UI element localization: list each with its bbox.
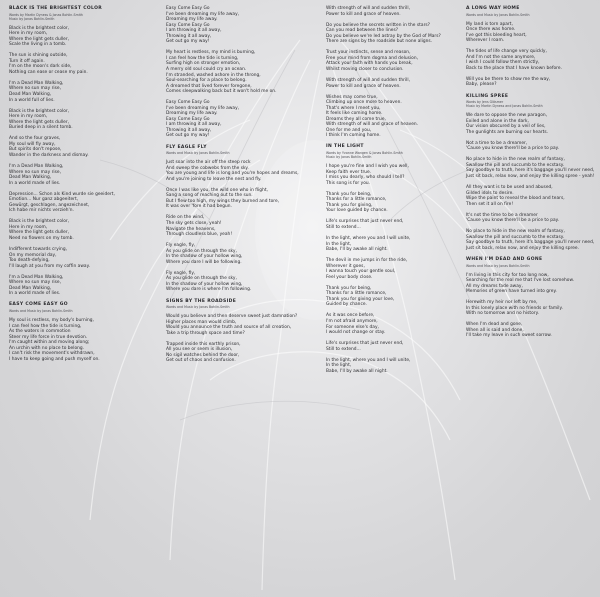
lyric-line: Attack your faith with hands you break, (326, 61, 413, 67)
lyric-stanza (9, 247, 141, 269)
song-credits (466, 264, 598, 268)
lyric-line: Where you dare is where I'm following. (166, 287, 252, 293)
lyric-stanza (166, 314, 298, 336)
lyric-stanza (9, 192, 141, 214)
song-block (466, 6, 598, 88)
song-credits (166, 305, 298, 309)
lyric-stanza (326, 236, 458, 253)
lyric-line: In a world made of lies. (9, 291, 61, 297)
lyric-stanza (326, 358, 458, 375)
lyric-line: One for me and you, (326, 127, 372, 133)
lyric-stanza (326, 258, 458, 280)
lyric-stanza (326, 164, 458, 186)
credit-line: Words and Music by Jonas Bohlin-Smith (166, 151, 230, 156)
lyric-line: Memories of green have turned into grey. (466, 289, 557, 295)
lyric-line: Climbing up once more to heaven. (326, 100, 402, 106)
song-block (466, 257, 598, 339)
lyric-stanza (9, 219, 141, 241)
lyric-stanza (166, 243, 298, 265)
lyric-line: On my memorial day, (9, 252, 57, 258)
song-title: SIGNS BY THE ROADSIDE (166, 298, 237, 304)
song-title: EASY COME EASY GO (9, 302, 68, 308)
lyric-line: Get out of chaos and confusion. (166, 358, 236, 364)
lyric-line: In the light, (326, 363, 352, 369)
lyric-line: Dead Man Walking, (9, 92, 52, 98)
lyric-line: Whilst moving closer to conclusion. (326, 66, 404, 72)
lyric-line: Easy Come Easy Go (166, 100, 210, 106)
lyric-line: Need no flowers on my tomb. (9, 236, 74, 241)
lyric-line: Dreaming my life away. (166, 111, 218, 117)
lyric-line: Dead Man Walking, (9, 285, 52, 291)
lyric-stanza (466, 273, 598, 295)
lyric-line: Throwing it all away, (166, 33, 212, 39)
lyric-line: This song is for you. (326, 180, 371, 186)
song-title: A LONG WAY HOME (466, 6, 520, 11)
lyric-line: Comes sleepwalking back but it won't hold me on. (166, 89, 277, 95)
lyric-line: Life's surprises that just never end, (326, 341, 404, 347)
lyric-line: Just soar into the air off the steep rock (166, 160, 251, 166)
lyric-line: Your love guided by chance. (326, 208, 388, 214)
lyric-line: Too death-defying, (9, 258, 50, 264)
lyric-line: Herewith my heir nor left by me, (466, 300, 538, 306)
lyric-stanza (466, 300, 598, 317)
lyric-line: Thanks for a little romance, (326, 197, 387, 203)
lyric-line: Navigate the heavens, (166, 226, 216, 232)
lyric-line: Say goodbye to truth, here it's baggage you'll never need, (466, 240, 595, 246)
lyric-line: Black is the brightest color, (9, 219, 70, 225)
lyric-line: 'Cause you know there'll be a price to pay. (466, 218, 560, 224)
lyric-line: Easy Come Easy Go (166, 6, 210, 11)
lyric-line: Fly eagle, fly, (166, 270, 196, 276)
lyric-line: I am throwing it all away, (166, 28, 222, 34)
lyric-line: Nothing can ease or cease my pain. (9, 69, 88, 75)
lyric-line: Buried deep in a silent tomb. (9, 125, 73, 131)
lyric-line: Keep faith ever true. (326, 169, 372, 175)
lyric-line: And I'm not the same anymore, (466, 54, 536, 60)
lyric-line: I can feel how the tide is turning, (166, 55, 239, 61)
lyric-stanza (326, 6, 458, 17)
lyric-line: Wipe the paint to reveal the blood and tears, (466, 196, 565, 202)
lyric-line: Do you believe we're led astray by the God of Mars? (326, 33, 441, 39)
lyric-line: Exiled and alone in the dark, (466, 118, 529, 124)
lyric-line: Where no sun may rise, (9, 169, 61, 175)
lyric-line: As the waters in commotion (9, 329, 71, 335)
lyric-line: Baby, please? (466, 82, 497, 88)
lyric-line: Trust your instincts, sense and reason, (326, 50, 411, 56)
lyric-stanza (326, 341, 458, 352)
lyrics-column-1 (9, 6, 141, 368)
lyric-line: I'm on the moon's dark side, (9, 64, 72, 70)
lyric-line: Free your mind from dogma and delusion, (326, 55, 418, 61)
lyric-line: I think I'm coming home. (326, 133, 381, 139)
lyric-line: I miss you dearly, who should I tell? (326, 175, 405, 181)
lyric-stanza (466, 49, 598, 71)
lyric-line: Power to kill and grace of heaven. (326, 83, 401, 89)
lyric-line: Here in my room, (9, 114, 48, 120)
lyric-stanza (166, 188, 298, 210)
lyric-stanza (466, 157, 598, 179)
lyric-line: Dead Man Walking, (9, 175, 52, 181)
lyric-line: Surfing high on stronger emotion, (166, 61, 241, 67)
lyric-line: I hope you're fine and I wish you well, (326, 163, 409, 169)
lyric-line: Soul-searching for a place to belong. (166, 78, 247, 84)
lyric-line: I am throwing it all away, (166, 122, 222, 128)
lyric-line: Emotion... Nur ganz abgeeitert, (9, 197, 79, 203)
lyric-stanza (326, 23, 458, 45)
song-title: FLY EAGLE FLY (166, 144, 207, 150)
lyric-line: It's not the time to be a dreamer (466, 212, 538, 218)
song-block (166, 6, 298, 139)
credit-line: Music by Jonas Bohlin-Smith (9, 16, 55, 21)
lyric-line: Here in my room, (9, 224, 48, 230)
lyric-line: It feels like coming home. (326, 111, 383, 117)
lyrics-column-4 (466, 6, 598, 345)
lyric-line: In a world made of lies. (9, 180, 61, 186)
lyric-stanza (466, 113, 598, 135)
lyric-line: With strength of will and sudden thrill, (326, 6, 410, 11)
lyric-line: I'm caught within and moving along; (9, 340, 90, 346)
lyric-line: Gewürgt, geschlagen, angezeichnet, (9, 202, 90, 208)
lyric-line: And so the four graves, (9, 136, 61, 142)
lyric-line: Gilded idols to desire. (466, 190, 514, 196)
song-block (466, 94, 598, 252)
lyric-line: Thank you for giving your love, (326, 296, 395, 302)
lyric-stanza (9, 275, 141, 297)
lyric-line: But I flew too high, my wings they burned and tore, (166, 198, 280, 204)
lyric-line: The tides of life change very quickly, (466, 49, 547, 55)
lyric-line: Just sit back, relax now, and enjoy the killing spree - yeah! (466, 173, 595, 179)
lyric-line: Thank you for giving, (326, 202, 373, 208)
lyric-line: Where the light gets duller, (9, 230, 70, 236)
lyric-stanza (9, 53, 141, 75)
song-credits (466, 13, 598, 17)
lyric-line: Indifferent towards crying, (9, 247, 67, 253)
lyric-stanza (166, 215, 298, 237)
song-block (326, 144, 458, 374)
lyric-line: As you glide on through the sky, (166, 248, 237, 254)
lyric-line: Would you believe and then deserve sweet just damnation? (166, 314, 298, 320)
lyric-line: In the light, where you and I will unite, (326, 357, 411, 363)
lyric-line: I'm stranded, washed ashore in the throng, (166, 72, 261, 78)
lyric-line: Sang a song of reaching out to the sun. (166, 193, 253, 199)
credit-line: Words by Martin Dyness & Jonas Bohlin-Smith (9, 12, 83, 17)
lyric-line: Wander in the darkness and dismay. (9, 152, 89, 158)
lyric-line: Easy Come Easy Go (166, 116, 210, 122)
lyric-line: Easy Come Easy Go (166, 22, 210, 28)
lyric-line: Wishes may come true, (326, 94, 378, 100)
lyric-line: That's where I meet you, (326, 105, 381, 111)
lyric-line: I can feel how the tide is turning, (9, 323, 82, 329)
lyric-line: You are young and life is long and you're hopes and dreams, (166, 171, 299, 177)
lyric-line: I've got this bleeding heart, (466, 32, 527, 38)
lyric-line: No sigil watches behind the door, (166, 352, 240, 358)
credit-line: Words and Music by Jonas Bohlin-Smith (466, 263, 530, 268)
lyric-line: An urchin with no place to belong. (9, 345, 85, 351)
lyric-line: Not a time to be a dreamer, (466, 140, 528, 146)
lyric-line: Once I was like you, the wild one who in flight, (166, 187, 268, 193)
lyric-line: And sweep the cobwebs from the sky. (166, 165, 249, 171)
lyric-line: Dreams they all come true, (326, 116, 386, 122)
lyric-line: I wish I could follow them strictly, (466, 60, 540, 66)
song-credits (9, 13, 141, 21)
lyric-line: When I'm dead and gone, (466, 322, 523, 328)
lyric-line: I'll take my leave in such sweet sorrow. (466, 333, 552, 339)
lyric-line: Ich habe mir nichts verzieh'n. (9, 208, 74, 214)
credit-line: Words by Yvonne Wangen & Jonas Bohlin-Smith (326, 150, 403, 155)
lyric-line: My soul is restless, my body's burning, (9, 317, 94, 323)
lyric-line: I wanna touch your gentle soul, (326, 269, 396, 275)
song-credits (9, 309, 141, 313)
lyric-stanza (326, 50, 458, 72)
lyric-line: The sun is shining outside, (9, 53, 68, 59)
lyric-stanza (466, 141, 598, 152)
lyric-line: Take a trip through space and time? (166, 330, 245, 336)
lyric-stanza (166, 160, 298, 182)
lyric-line: I've been dreaming my life away, (166, 105, 240, 111)
lyric-stanza (326, 286, 458, 308)
credit-line: Words by Jens Gläsmer (466, 100, 504, 105)
lyric-line: In the light, (326, 241, 352, 247)
lyric-line: Through cloudless blue, yeah! (166, 232, 233, 238)
lyric-line: Swallow the pill and succumb to the ecstasy. (466, 234, 565, 240)
lyric-stanza (326, 192, 458, 214)
lyric-line: Can you read between the lines? (326, 28, 399, 34)
lyric-line: The sky gets close, yeah! (166, 221, 222, 226)
lyric-stanza (9, 109, 141, 131)
lyric-line: In the light, where you and I will unite, (326, 235, 411, 241)
lyric-line: I would not change or stay. (326, 330, 386, 336)
lyric-line: I'm a Dead Man Walking, (9, 80, 64, 86)
lyric-line: Wherever I roam. (466, 38, 505, 44)
credit-line: Music by Martin Dyness and Jonas Bohlin-Smith (466, 104, 543, 109)
lyric-line: And you're joining to leave the nest and fly. (166, 176, 262, 182)
lyric-stanza (9, 136, 141, 158)
lyric-stanza (466, 229, 598, 251)
lyric-line: Thank you for being, (326, 285, 372, 291)
lyric-stanza (9, 318, 141, 362)
lyric-line: Would you announce the truth and source of all creation, (166, 325, 292, 331)
lyric-line: My heart is restless, my mind is burning, (166, 50, 256, 56)
lyric-line: Where no sun may rise, (9, 280, 61, 286)
lyric-line: Fly eagle, fly, (166, 243, 196, 249)
lyric-line: Trapped inside this earthly prison, (166, 341, 241, 347)
lyric-line: Will you be there to show me the way, (466, 76, 551, 82)
lyric-line: Ride on the wind, (166, 215, 205, 221)
lyric-line: Back to the place that I have known before. (466, 65, 562, 71)
lyric-line: We dare to oppose the new paragon, (466, 113, 548, 119)
lyric-stanza (326, 95, 458, 139)
lyric-line: With strength of will and sudden thrill, (326, 77, 410, 83)
lyric-line: I'm not afraid anymore, (326, 319, 378, 325)
lyric-line: All they want is to be used and abused, (466, 185, 553, 191)
lyric-line: In the shadow of your hollow wing, (166, 281, 243, 287)
lyric-stanza (166, 50, 298, 94)
lyric-line: I'm a Dead Man Walking, (9, 274, 64, 280)
song-title: KILLING SPREE (466, 93, 509, 99)
lyric-stanza (9, 81, 141, 103)
lyric-stanza (466, 22, 598, 44)
lyric-line: Steer my life force in true devotion. (9, 334, 88, 340)
lyric-line: No place to hide in the new realm of fantasy, (466, 157, 565, 163)
lyric-line: 'Cause you know there'll be a price to pay. (466, 146, 560, 152)
lyric-line: Dreaming my life away. (166, 17, 218, 23)
lyric-line: Throwing it all away, (166, 127, 212, 133)
lyric-stanza (326, 78, 458, 89)
lyric-stanza (466, 185, 598, 207)
song-title: BLACK IS THE BRIGHTEST COLOR (9, 6, 103, 11)
lyric-line: Swallow the pill and succumb to the ecstasy. (466, 162, 565, 168)
lyric-stanza (166, 271, 298, 293)
song-block (9, 302, 141, 362)
lyric-line: In the shadow of your hollow wing, (166, 254, 243, 260)
song-credits (326, 151, 458, 159)
lyrics-column-2 (166, 6, 298, 369)
lyric-line: Where the light gets duller, (9, 36, 70, 42)
lyric-stanza (166, 100, 298, 139)
lyric-line: I'm living in this city for too long now, (466, 272, 549, 278)
lyric-line: Feel your body close. (326, 274, 373, 280)
lyric-stanza (466, 322, 598, 339)
lyric-line: The devil in me jumps in for the ride, (326, 258, 408, 264)
credit-line: Words and Music by Jonas Bohlin-Smith (166, 305, 230, 310)
lyric-line: A merry old soul could cry an ocean. (166, 66, 247, 72)
lyric-line: Black is the brightest color, (9, 108, 70, 114)
lyric-line: No place to hide in the new realm of fantasy, (466, 229, 565, 235)
lyric-line: As it was once before, (326, 313, 375, 319)
credit-line: Music by Jonas Bohlin-Smith (326, 154, 372, 159)
lyric-line: I have to keep going and push myself on. (9, 356, 100, 362)
lyric-line: Guided by chance. (326, 302, 367, 308)
lyric-line: Depression... Schon als Kind wurde sie geeidert, (9, 191, 115, 197)
lyric-line: Where you dare I will be following. (166, 259, 242, 265)
lyric-stanza (466, 77, 598, 88)
lyric-line: With no tomorrow and no history. (466, 311, 539, 317)
lyric-line: Babe, I'll by awake all night. (326, 247, 388, 253)
lyric-line: Wherever it goes, (326, 263, 365, 269)
lyric-line: Where no sun may rise, (9, 86, 61, 92)
song-block (9, 6, 141, 297)
lyric-line: Get out go my way! (166, 133, 210, 139)
lyric-line: Do you believe the secrets written in the stars? (326, 22, 430, 28)
lyric-line: All my dreams fade away, (466, 283, 523, 289)
lyric-line: When all is said and done, (466, 327, 524, 333)
lyric-line: Higher places man would climb, (166, 319, 237, 325)
song-title: WHEN I'M DEAD AND GONE (466, 257, 543, 262)
lyric-line: Babe, I'll by awake all night. (326, 368, 388, 374)
lyric-line: Where the light gets duller, (9, 119, 70, 125)
lyric-line: Just sit back, relax now, and enjoy the killing spree. (466, 245, 579, 251)
credit-line: Words and Music by Jonas Bohlin-Smith (466, 12, 530, 17)
lyric-line: I'm a Dead Man Walking, (9, 163, 64, 169)
song-credits (466, 100, 598, 108)
lyric-line: In a world full of lies. (9, 97, 55, 103)
lyric-line: My soul will fly away, (9, 141, 56, 147)
lyric-line: Thank you for being, (326, 191, 372, 197)
song-block (326, 6, 458, 139)
lyric-line: Still to extend... (326, 224, 361, 230)
lyric-line: It was over 'fore it had begun. (166, 204, 232, 210)
lyric-line: But spirits don't repose, (9, 147, 62, 153)
lyric-line: Scale the living in a tomb. (9, 42, 67, 48)
lyric-line: Searching for the real me that I've lost somehow. (466, 278, 575, 284)
lyric-line: All you see or seem is illusion, (166, 347, 233, 353)
lyric-line: Thanks for a little romance, (326, 291, 387, 297)
lyric-line: I've been dreaming my life away, (166, 11, 240, 17)
lyric-stanza (9, 26, 141, 48)
lyric-line: Once there was home. (466, 27, 516, 33)
song-credits (166, 151, 298, 155)
lyric-stanza (326, 219, 458, 230)
lyric-line: Turn it off again. (9, 58, 45, 64)
lyric-line: I'll laugh at you from my coffin away. (9, 263, 90, 269)
lyric-line: For someone else's day, (326, 324, 379, 330)
lyric-line: I can't risk the movement's withdrawn, (9, 351, 95, 357)
lyric-line: Black is the brightest color, (9, 25, 70, 31)
song-block (166, 299, 298, 364)
credit-line: Words and Music by Jonas Bohlin-Smith (9, 308, 73, 313)
lyric-line: There are signs by the roadside but none aligns. (326, 39, 433, 45)
song-title: IN THE LIGHT (326, 144, 364, 150)
lyric-stanza (9, 164, 141, 186)
lyric-line: As you glide on through the sky, (166, 276, 237, 282)
lyric-line: Still to extend... (326, 346, 361, 352)
lyric-line: Life's surprises that just never end, (326, 219, 404, 225)
lyric-stanza (466, 213, 598, 224)
lyric-line: Then set it all on fire! (466, 201, 514, 207)
lyric-line: With strength of will and grace of heaven. (326, 122, 419, 128)
lyric-line: My land is torn apart, (466, 21, 513, 27)
lyric-line: Say goodbye to truth, here it's baggage you'll never need, (466, 168, 595, 174)
lyric-line: The gunlights are burning our hearts. (466, 129, 549, 135)
song-block (166, 145, 298, 293)
lyric-line: In this lonely place with no friends or family. (466, 305, 563, 311)
lyric-stanza (166, 342, 298, 364)
lyric-line: Our vision obscured by a veil of lies, (466, 124, 546, 130)
lyric-line: Power to kill and grace of heaven. (326, 11, 401, 17)
lyric-line: Here in my room, (9, 31, 48, 37)
lyric-stanza (326, 313, 458, 335)
lyric-line: A dreamed that lived forever foregone, (166, 83, 252, 89)
lyrics-column-3 (326, 6, 458, 380)
lyric-stanza (166, 6, 298, 45)
lyric-line: Get out go my way! (166, 39, 210, 45)
